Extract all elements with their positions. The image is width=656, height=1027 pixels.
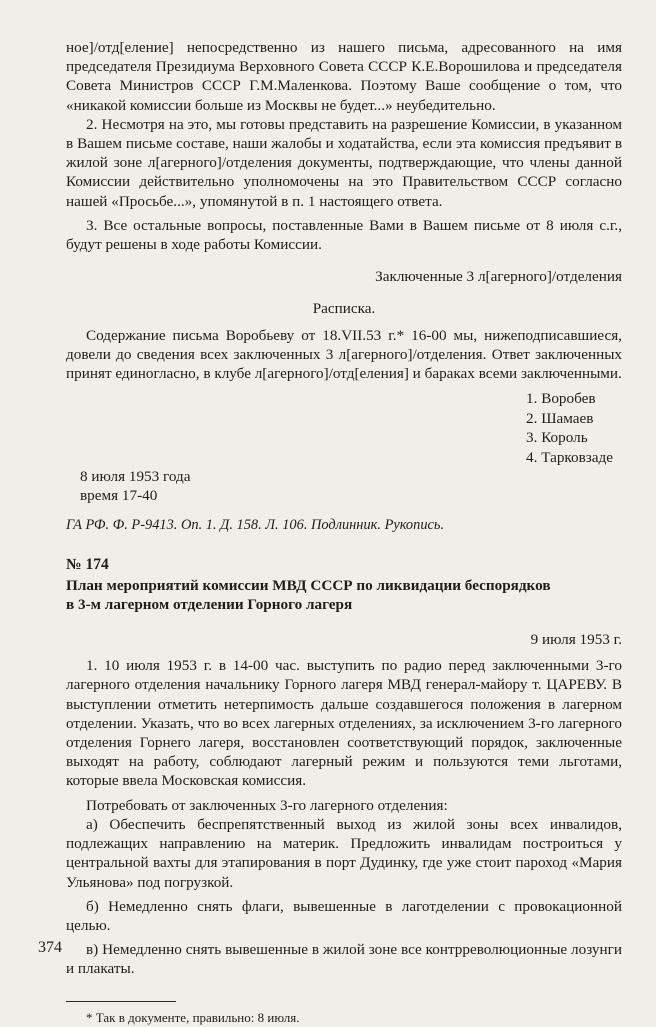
signature-line: Заключенные 3 л[агерного]/отделения (375, 268, 622, 286)
document-date: 9 июля 1953 г. (530, 631, 622, 649)
demand-a: а) Обеспечить беспрепятственный выход из жилой зоны всех инвалидов, подлежащих направлению на материк. Предложить инвалидам построиться у центральной вахты для этапирования в порт Дудинку, где уже стоит пароход «Мария Ульянова» под погрузкой. (66, 815, 622, 891)
document-number: № 174 (66, 555, 109, 573)
archive-reference: ГА РФ. Ф. Р-9413. Оп. 1. Д. 158. Л. 106. Подлинник. Рукопись. (66, 516, 445, 533)
document-title-line-1: План мероприятий комиссии МВД СССР по ликвидации беспорядков (66, 577, 551, 595)
page-number: 374 (38, 939, 62, 956)
receipt-title: Расписка. (312, 300, 376, 318)
paragraph-2: 2. Несмотря на это, мы готовы представить на разрешение Комиссии, в указанном в Вашем письме составе, наши жалобы и ходатайства, если эта комиссия предъявит в жилой зоне л[агерного]/отделения документы, подтверждающие, что члены данной Комиссии действительно уполномочены на это Правительством СССР согласно нашей «Просьбе...», упомянутой в п. 1 настоящего ответа. (66, 115, 622, 210)
plan-item-1: 1. 10 июля 1953 г. в 14-00 час. выступить по радио перед заключенными 3-го лагерного отделения начальнику Горного лагеря МВД генерал-майору т. ЦАРЕВУ. В выступлении отметить нетерпимость дальше создавшегося положения в лагерном отделении. Указать, что во всех лагерных отделениях, за исключением 3-го лагерного отделения Горнего лагеря, восстановлен соответствующий порядок, заключенные выходят на работу, соблюдают лагерный режим и пользуются теми льготами, которые ввела Московская комиссия. (66, 657, 622, 790)
footnote: * Так в документе, правильно: 8 июля. (86, 1009, 300, 1025)
signer: 1. Воробев (526, 390, 596, 408)
paragraph-continuation: ное]/отд[еление] непосредственно из нашего письма, адресованного на имя председателя Президиума Верховного Совета СССР К.Е.Ворошилова и председателя Совета Министров СССР Г.М.Маленкова. Поэтому Ваше сообщение о том, что «никакой комиссии больше из Москвы не будет...» неубедительно. (66, 39, 622, 114)
demand-b: б) Немедленно снять флаги, вывешенные в лаготделении с провокационной целью. (66, 897, 622, 934)
receipt-text: Содержание письма Воробьеву от 18.VII.53 г.* 16-00 мы, нижеподписавшиеся, довели до сведения всех заключенных 3 л[агерного]/отделения. Ответ заключенных принят единогласно, в клубе л[агерного]/отд[еления] и бараках всеми заключенными. (66, 326, 622, 383)
signer: 4. Тарковзаде (526, 448, 614, 466)
signer: 3. Король (526, 429, 588, 447)
document-title-line-2: в 3-м лагерном отделении Горного лагеря (66, 595, 353, 613)
receipt-time: время 17-40 (80, 487, 158, 505)
signer: 2. Шамаев (526, 409, 594, 427)
receipt-date: 8 июля 1953 года (80, 468, 191, 486)
signers-list (526, 389, 622, 467)
paragraph-3: 3. Все остальные вопросы, поставленные Вами в Вашем письме от 8 июля с.г., будут решены в ходе работы Комиссии. (66, 216, 622, 254)
demand-c: в) Немедленно снять вывешенные в жилой зоне все контрреволюционные лозунги и плакаты. (66, 941, 622, 978)
demands-intro: Потребовать от заключенных 3-го лагерного отделения: (86, 796, 448, 814)
footnote-divider (66, 1001, 176, 1002)
